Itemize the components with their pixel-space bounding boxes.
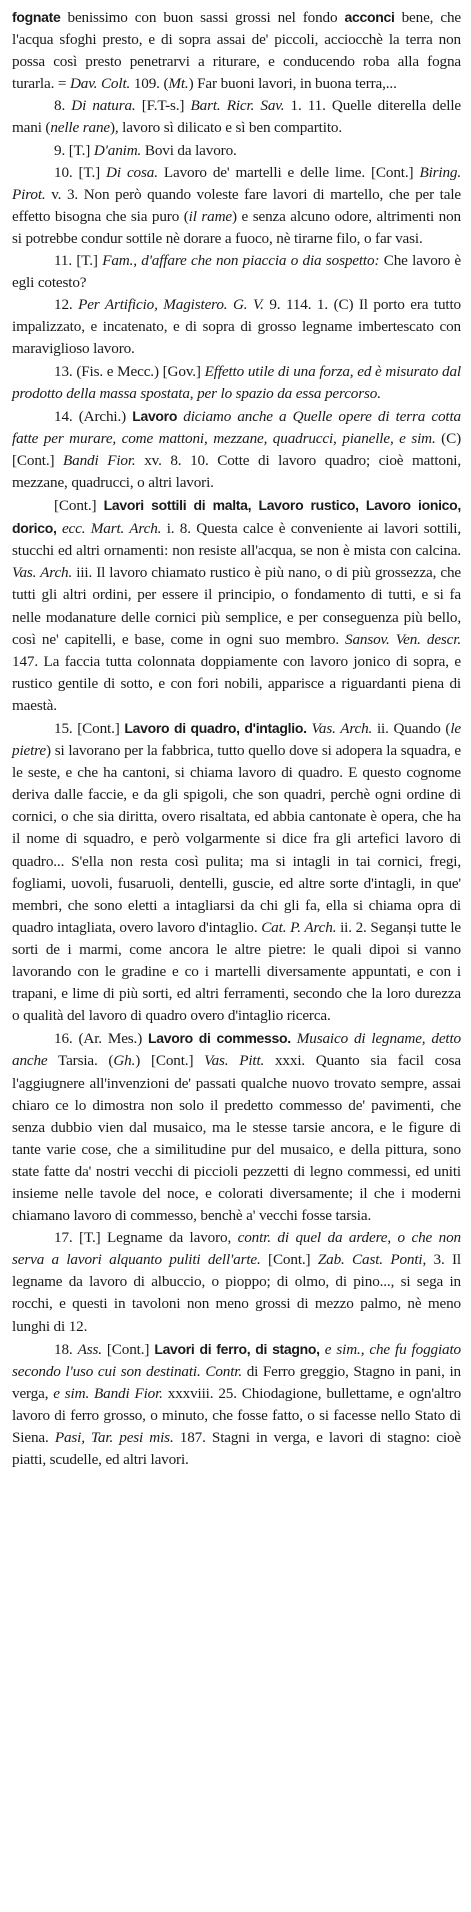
entry-13: 13. (Fis. e Mecc.) [Gov.] Effetto utile di una forza, ed è misurato dal prodotto della massa spostata, per lo spazio da essa percorso.	[12, 362, 461, 402]
entry-8: 8. Di natura. [F.T-s.] Bart. Ricr. Sav. 1. 11. Quelle diterella delle mani (nelle rane), lavoro sì dilicato e sì ben compartito.	[12, 97, 462, 137]
entry-11: 11. [T.] Fam., d'affare che non piaccia o dia sospetto: Che lavoro è egli cotesto?	[12, 252, 461, 292]
entry-15: 15. [Cont.] Lavoro di quadro, d'intaglio. Vas. Arch. ii. Quando (le pietre) si lavorano per la fabbrica, tutto quello dove si adopera la squadra, e le seste, e che ha cantoni, si chiama lavoro di quadro. E questo cognome deriva dalle faccie, e da gli spigoli, che son quadri, perchè ogni ordine di cornici, o che sia diritta, overo risaltata, ed abbia cantonate è opera, che ha il nome di squadro, e però volgarmente si dice fra gli artefici lavoro di quadro... S'ella non resta così pulita; ma si intagli in tai cornici, fregi, fogliami, uovoli, fusaruoli, dentelli, guscie, ed altre sorte d'intagli, in que' membri, che sono eletti a intagliarsi da chi gli fa, ella si chiama opra di quadro intagliata, overo lavoro d'intaglio. Cat. P. Arch. ii. 2. Seganși tutte le sorti de i marmi, come ancora le altre pietre: le quali dipoi si vanno lavorando con le gradine e co i martelli diversamente appuntati, e con i trapani, e lime di più sorti, ed altri ferramenti, secondo che la loro durezza o qualità del lavoro di quadro overo d'intaglio ricerca.	[12, 720, 461, 1025]
entry-18: 18. Ass. [Cont.] Lavori di ferro, di stagno, e sim., che fu foggiato secondo l'uso cui son destinati. Contr. di Ferro greggio, Stagno in pani, in verga, e sim. Bandi Fior. xxxviii. 25. Chiodagione, bullettame, e ogn'altro lavoro di ferro grosso, o minuto, che fosse fatto, o si facesse nello Stato di Siena. Pasi, Tar. pesi mis. 187. Stagni in verga, e lavori di stagno: cioè piatti, scudelle, ed altri lavori.	[12, 1340, 462, 1469]
entry-10: 10. [T.] Di cosa. Lavoro de' martelli e delle lime. [Cont.] Biring. Pirot. v. 3. Non però quando voleste fare lavori di martello, che per tale effetto bisogna che sia puro (il rame) e senza alcuno odore, altrimenti non si potrebbe condur sottile nè dorare a fuoco, nè tirarne filo, o far vasi.	[12, 163, 462, 247]
entry-14: 14. (Archi.) Lavoro diciamo anche a Quelle opere di terra cotta fatte per murare, come mattoni, mezzane, quadrucci, pianelle, e sim. (C) [Cont.] Bandi Fior. xv. 8. 10. Cotte di lavoro quadro; cioè mattoni, mezzane, quadrucci, o altri lavori.	[12, 407, 461, 491]
entry-17: 17. [T.] Legname da lavoro, contr. di quel da ardere, o che non serva a lavori alquanto puliti dell'arte. [Cont.] Zab. Cast. Ponti, 3. Il legname da lavoro di albuccio, o pioppo; di olmo, di pino..., si sega in rocchi, e questi in tavoloni non meno grossi di mezzo palmo, nè meno lunghi di 12.	[12, 1229, 461, 1335]
entry-9: 9. [T.] D'anim. Bovi da lavoro.	[54, 141, 237, 159]
entry-12: 12. Per Artificio, Magistero. G. V. 9. 114. 1. (C) Il porto era tutto impalizzato, e incatenato, e di sopra di grosso legname imbertescato con maraviglioso lavoro.	[12, 296, 461, 358]
entry-16: 16. (Ar. Mes.) Lavoro di commesso. Musaico di legname, detto anche Tarsia. (Gh.) [Cont.] Vas. Pitt. xxxi. Quanto sia facil cosa l'aggiugnere all'invenzioni de' passati qualche nuovo trovato sempre, assai chiaro ce lo dimostra non solo il predetto commesso de' pavimenti, che senza dubbio vien dal musaico, ma le stesse tarsie ancora, e le figure di tante varie cose, che a similitudine pur del musaico, e della pittura, sono state fatte da' nostri vecchi di piccioli pezzetti di legno commessi, ed uniti insieme nelle tavole del noce, e colorati diversamente; il che i moderni chiamano lavoro di commesso, benchè a' vecchi fosse tarsia.	[12, 1030, 461, 1225]
entry-continuation: fognate benissimo con buon sassi grossi nel fondo acconci bene, che l'acqua sfoghi presto, e di sopra assai de' piccoli, acciocchè la terra non possa così presto penetrarvi a riturare, e conducendo roba alla fogna turarla. = Dav. Colt. 109. (Mt.) Far buoni lavori, in buona terra,...	[12, 9, 461, 93]
entry-14-cont: [Cont.] Lavori sottili di malta, Lavoro rustico, Lavoro ionico, dorico, ecc. Mart. Arch. i. 8. Questa calce è conveniente ai lavori sottili, stucchi ed altri ornamenti: non resiste all'acqua, se non è mista con calcina. Vas. Arch. iii. Il lavoro chiamato rustico è più nano, o di più grossezza, che tutti gli altri ordini, per essere il principio, o fondamento di tutti, e si fa nelle modanature delle cornici più semplice, e per conseguenza più bello, così ne' capitelli, e base, come in ogni suo membro. Sansov. Ven. descr. 147. La faccia tutta colonnata doppiamente con lavoro jonico di sopra, e rustico gentile di sotto, e con fori nobili, apparisce a riguardanti piena di maestà.	[12, 497, 462, 714]
